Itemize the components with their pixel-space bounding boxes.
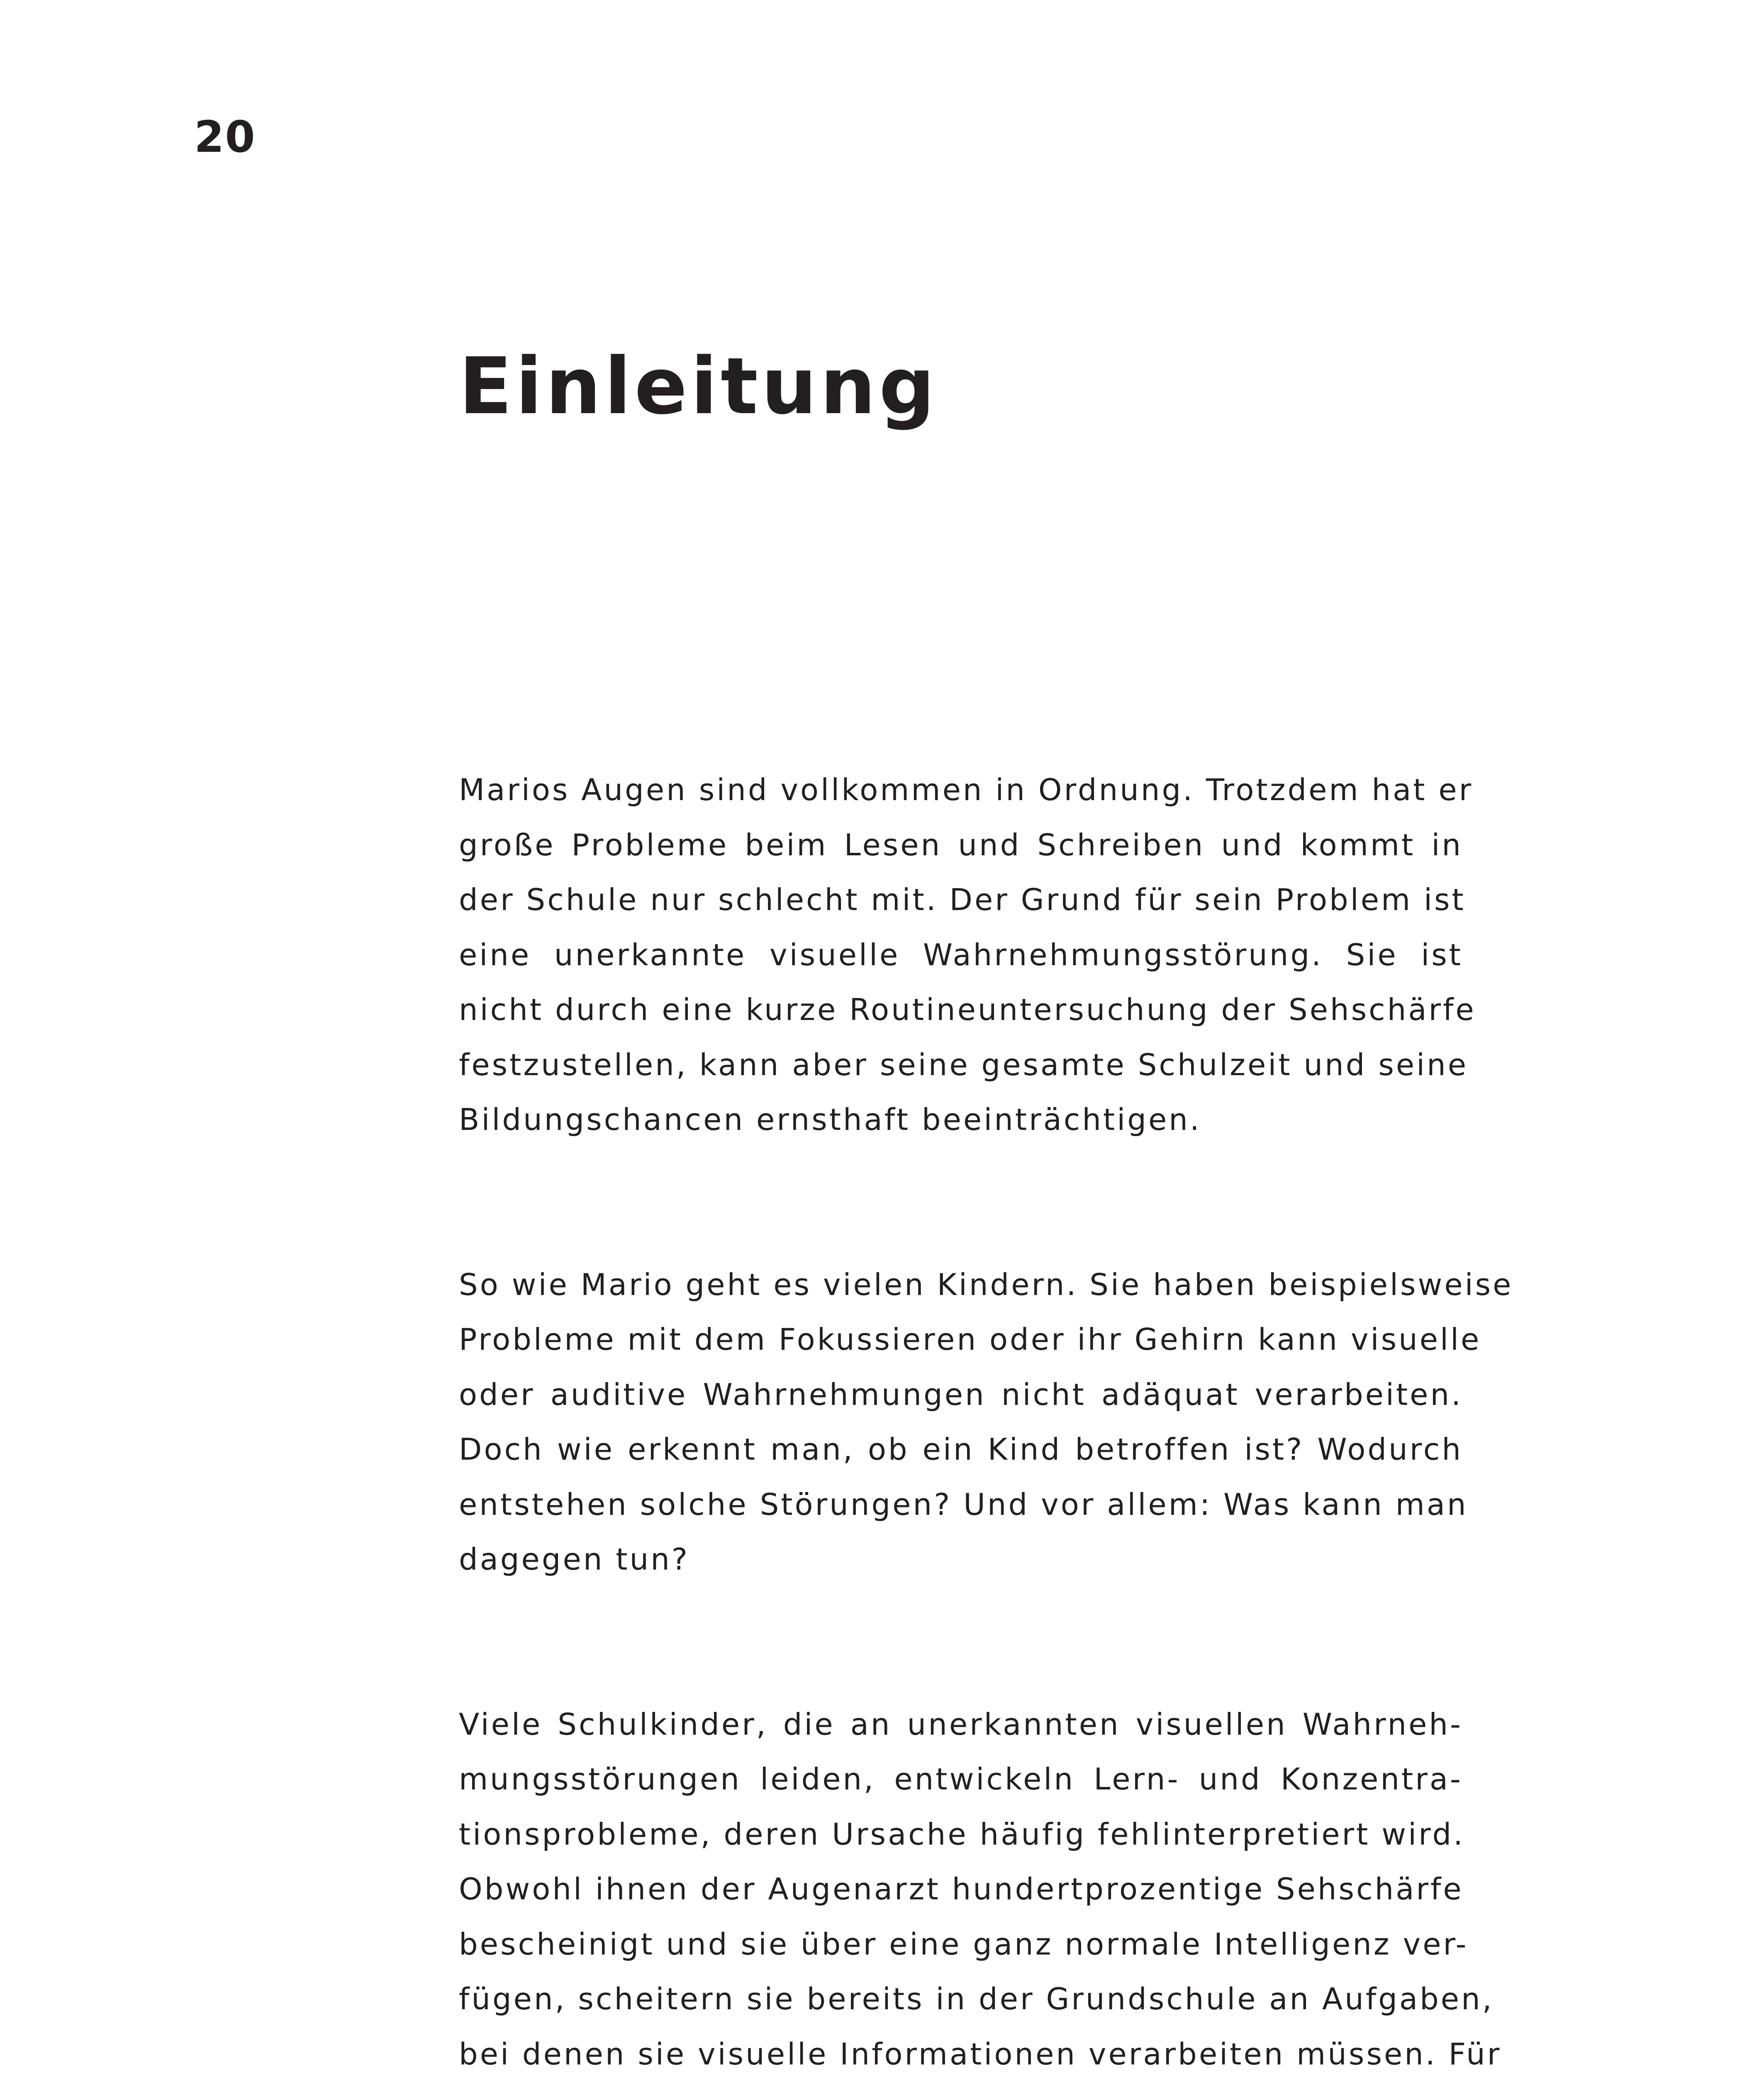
text-line: festzustellen, kann aber seine gesamte Schulzeit und seine xyxy=(459,1047,1469,1082)
text-line: dagegen tun? xyxy=(459,1542,690,1577)
text-line: nicht durch eine kurze Routineuntersuchung der Sehschärfe xyxy=(459,992,1476,1027)
text-line: Marios Augen sind vollkommen in Ordnung. Trotzdem hat er xyxy=(459,772,1474,807)
paragraph-2 xyxy=(459,1257,1513,1587)
text-line: bescheinigt und sie über eine ganz normale Intelligenz ver- xyxy=(459,1926,1469,1962)
chapter-title: Einleitung xyxy=(459,341,938,432)
text-line: Viele Schulkinder, die an unerkannten visuellen Wahrneh- xyxy=(459,1706,1463,1742)
paragraph-3 xyxy=(459,1697,1502,2074)
text-line: Doch wie erkennt man, ob ein Kind betroffen ist? Wodurch xyxy=(459,1432,1463,1467)
text-line: Obwohl ihnen der Augenarzt hundertprozentige Sehschärfe xyxy=(459,1872,1464,1906)
text-line: So wie Mario geht es vielen Kindern. Sie haben beispielsweise xyxy=(459,1267,1513,1302)
text-line: große Probleme beim Lesen und Schreiben und kommt in xyxy=(459,827,1463,862)
text-line: Probleme mit dem Fokussieren oder ihr Gehirn kann visuelle xyxy=(459,1322,1481,1357)
paragraph-1 xyxy=(459,762,1476,1147)
text-line: Bildungschancen ernsthaft beeinträchtigen. xyxy=(459,1102,1201,1137)
text-line: mungsstörungen leiden, entwickeln Lern- und Konzentra- xyxy=(459,1762,1463,1796)
text-line: oder auditive Wahrnehmungen nicht adäquat verarbeiten. xyxy=(459,1377,1463,1412)
text-line: tionsprobleme, deren Ursache häufig fehlinterpretiert wird. xyxy=(459,1816,1465,1852)
text-line: entstehen solche Störungen? Und vor allem: Was kann man xyxy=(459,1487,1468,1522)
text-line: der Schule nur schlecht mit. Der Grund für sein Problem ist xyxy=(459,882,1466,917)
body-text xyxy=(459,762,1513,2074)
text-line: bei denen sie visuelle Informationen verarbeiten müssen. Für xyxy=(459,2036,1502,2072)
text-line: fügen, scheitern sie bereits in der Grundschule an Aufgaben, xyxy=(459,1981,1494,2016)
text-line: eine unerkannte visuelle Wahrnehmungsstörung. Sie ist xyxy=(459,937,1463,972)
page-number: 20 xyxy=(194,112,256,162)
